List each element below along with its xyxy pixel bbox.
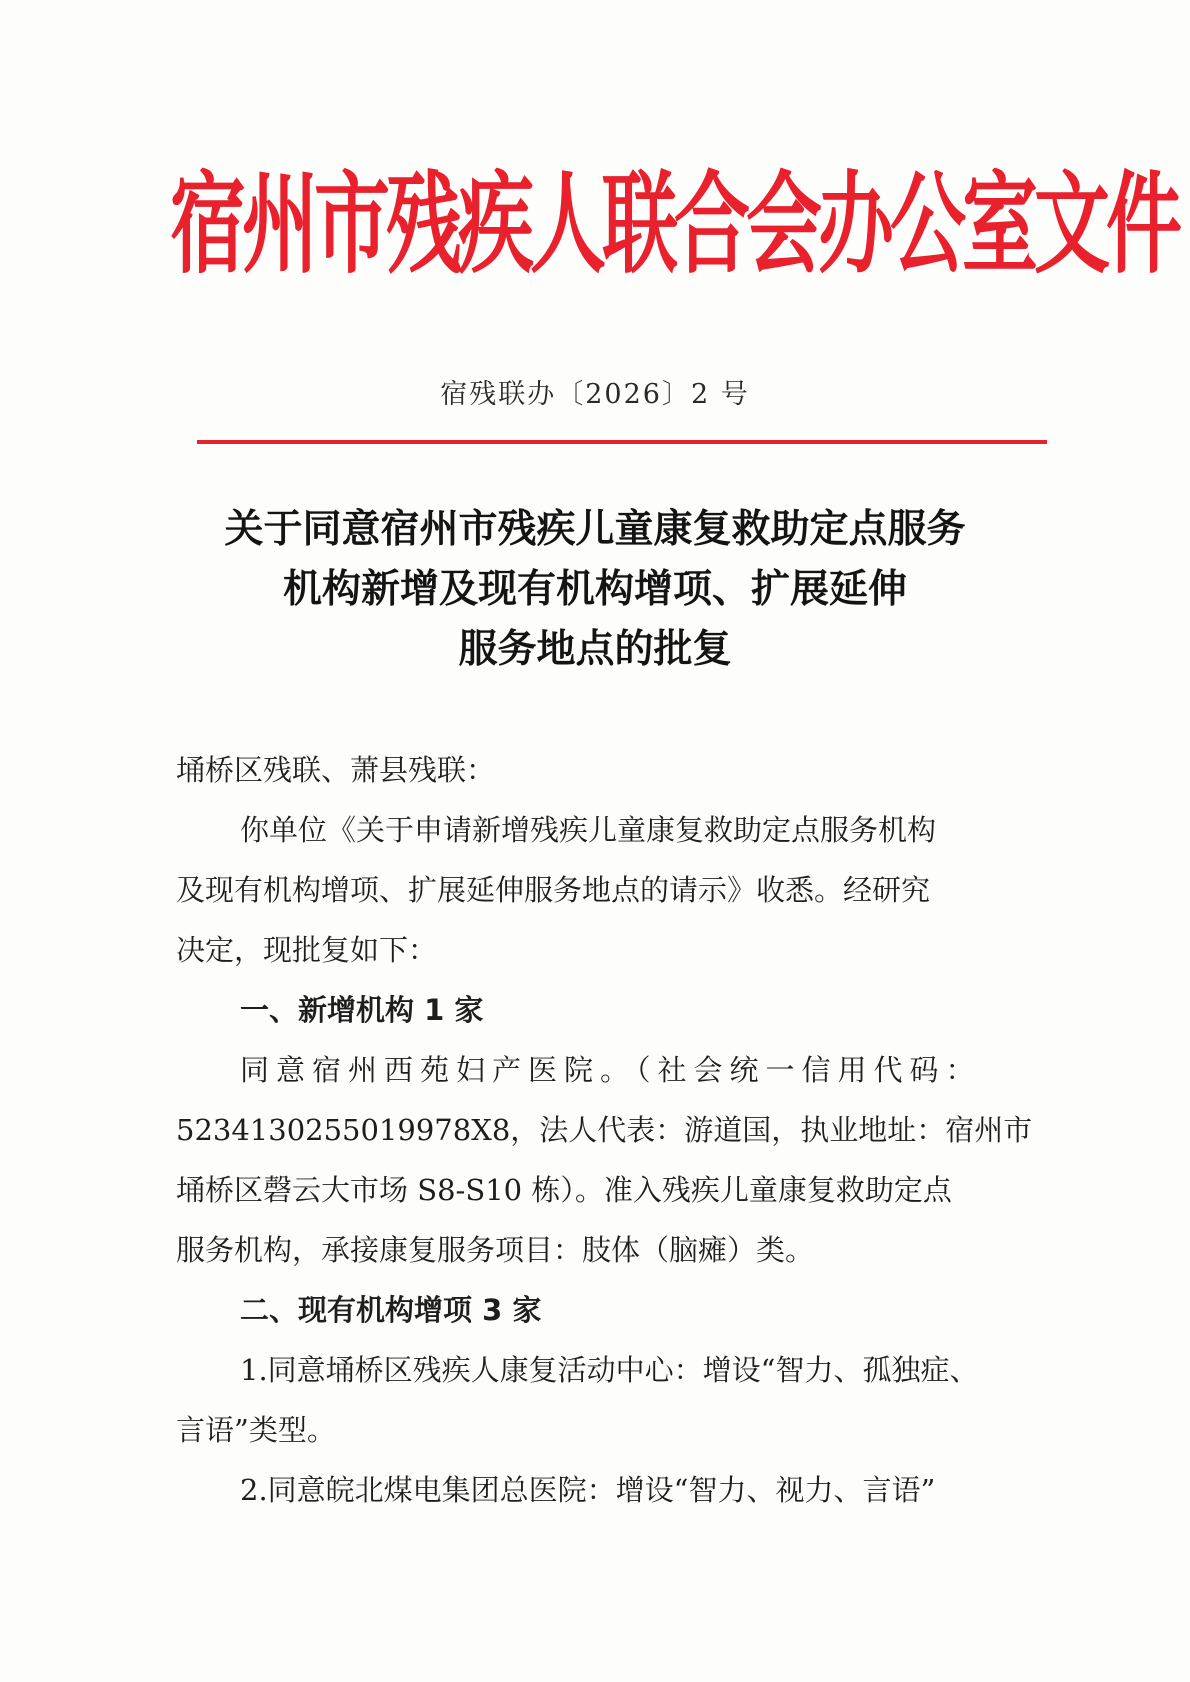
title-line: 机构新增及现有机构增项、扩展延伸 (282, 567, 907, 612)
intro-line: 决定，现批复如下： (176, 933, 438, 967)
masthead-title: 宿州市残疾人联合会办公室文件 (170, 159, 1178, 289)
title-line: 关于同意宿州市残疾儿童康复救助定点服务 (224, 507, 966, 552)
red-divider-line (197, 440, 1047, 444)
document-title (150, 500, 1040, 680)
section-line: 埇桥区磬云大市场 S8-S10 栋）。准入残疾儿童康复救助定点 (176, 1173, 952, 1207)
document-number: 宿残联办〔2026〕2 号 (440, 379, 750, 410)
title-line: 服务地点的批复 (458, 627, 732, 672)
intro-line: 你单位《关于申请新增残疾儿童康复救助定点服务机构 (240, 813, 937, 847)
section-line: 言语”类型。 (176, 1413, 336, 1447)
intro-line: 及现有机构增项、扩展延伸服务地点的请示》收悉。经研究 (176, 873, 931, 907)
salutation: 埇桥区残联、萧县残联： (176, 753, 496, 787)
section-heading: 二、现有机构增项 3 家 (240, 1293, 542, 1327)
document-body (176, 740, 1033, 1520)
section-line: 2.同意皖北煤电集团总医院：增设“智力、视力、言语” (240, 1473, 936, 1507)
section-line: 同意宿州西苑妇产医院。（社会统一信用代码： (240, 1053, 982, 1087)
section-line: 服务机构，承接康复服务项目：肢体（脑瘫）类。 (176, 1233, 815, 1267)
section-line: 1.同意埇桥区残疾人康复活动中心：增设“智力、孤独症、 (240, 1353, 979, 1387)
section-line: 523413025501997​8X8，法人代表：游道国，执业地址：宿州市 (176, 1113, 1033, 1147)
section-heading: 一、新增机构 1 家 (240, 993, 484, 1027)
